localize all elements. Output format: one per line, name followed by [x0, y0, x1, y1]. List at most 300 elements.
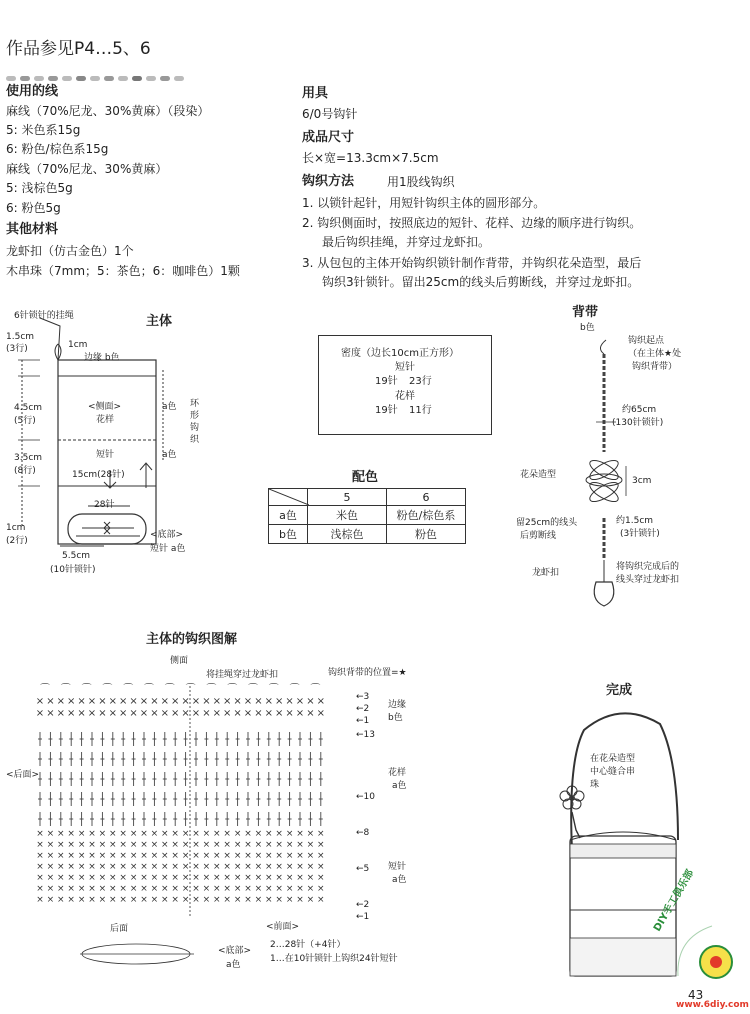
stitch-symbol: ×: [306, 829, 315, 839]
stitch-symbol: ×: [67, 895, 75, 905]
edge-label: 边缘 b色: [84, 353, 120, 363]
chart-strap-pos: 钩织背带的位置=★: [328, 668, 407, 678]
rows-label: (8行): [14, 466, 36, 476]
chain-length: (3针锁针): [620, 529, 660, 539]
stitch-symbol: ×: [191, 696, 201, 707]
stitch-symbol: ×: [109, 851, 117, 861]
stitch-symbol: ×: [109, 895, 117, 905]
stitch-symbol: ×: [108, 696, 117, 707]
stitch-symbol: ×: [57, 895, 65, 905]
stitch-symbol: ×: [181, 708, 190, 719]
stitch-symbol: ×: [233, 829, 242, 839]
stitch-symbol: ×: [285, 708, 294, 719]
stitch-symbol: ×: [140, 840, 148, 850]
stitch-symbol: ×: [202, 708, 211, 719]
stitch-symbol: ⌒: [81, 684, 92, 695]
stitch-symbol: ×: [150, 873, 159, 883]
size-value: 长×宽=13.3cm×7.5cm: [302, 151, 439, 165]
stitch-symbol: ×: [296, 851, 304, 861]
stitch-symbol: ×: [129, 840, 138, 850]
flower-label: 花朵造型: [520, 470, 557, 480]
method-step: 钩织3针锁针。留出25cm的线头后剪断线，并穿过龙虾扣。: [322, 275, 640, 289]
row-marker: ←3: [356, 692, 370, 702]
stitch-symbol: ×: [77, 708, 86, 719]
stitch-symbol: ×: [140, 895, 148, 905]
body-diagram-title: 主体: [146, 314, 173, 329]
length-label: 5.5cm: [62, 551, 91, 561]
bottom-sc-label: 短针 a色: [150, 544, 186, 554]
strap-length: 约65cm: [622, 405, 657, 415]
table-header: 5: [308, 489, 387, 506]
finished-note: 中心缝合串: [590, 767, 636, 777]
stitch-symbol: ×: [98, 851, 107, 861]
arrow-icon: [140, 463, 152, 488]
stitch-symbol: ×: [223, 895, 231, 905]
stitch-symbol: ×: [129, 708, 138, 719]
stitch-symbol: ⌒: [268, 684, 279, 695]
body-diagram: [0, 300, 270, 590]
method-step: 2. 钩织侧面时，按照底边的短针、花样、边缘的顺序进行钩织。: [302, 216, 642, 230]
stitch-symbol: ⌒: [227, 684, 238, 695]
stitch-symbol: ×: [317, 895, 325, 905]
thread-note: 线头穿过龙虾扣: [616, 575, 680, 585]
stitch-symbol: ×: [161, 829, 169, 839]
pattern-label: 花样: [96, 415, 115, 425]
stitch-symbol: ×: [306, 840, 315, 850]
stitch-symbol: ×: [306, 708, 315, 719]
stitch-symbol: ×: [77, 873, 86, 883]
stitch-symbol: ×: [233, 708, 242, 719]
stitch-symbol: ×: [171, 851, 179, 861]
stitch-symbol: ×: [191, 708, 201, 719]
stitch-symbol: ×: [306, 873, 315, 883]
stitch-symbol: ×: [181, 840, 190, 850]
stitch-symbol: ×: [109, 884, 117, 894]
stitch-symbol: ×: [36, 873, 44, 883]
stitch-symbol: ×: [233, 840, 242, 850]
stitch-symbol: ×: [212, 696, 221, 707]
stitch-symbol: ×: [181, 829, 190, 839]
stitch-symbol: ×: [254, 895, 263, 905]
stitch-symbol: ×: [265, 840, 273, 850]
stitch-symbol: ×: [171, 829, 179, 839]
strap-title: 背带: [572, 305, 599, 320]
materials-line: 龙虾扣（仿古金色）1个: [6, 244, 134, 258]
table-cell: 米色: [308, 506, 387, 525]
color-label: a色: [162, 450, 177, 460]
page-title: 作品参见P4…5、6: [6, 39, 151, 59]
stitch-symbol: ×: [243, 696, 253, 707]
chart-back-label: <后面>: [6, 770, 40, 780]
row-marker: ←5: [356, 864, 370, 874]
thread-note: 将钩织完成后的: [616, 562, 680, 572]
stitch-symbol: ×: [109, 829, 117, 839]
stitch-symbol: ×: [213, 873, 221, 883]
stitch-symbol: ×: [296, 840, 304, 850]
stitch-symbol: ×: [285, 840, 294, 850]
stitch-symbol: ×: [98, 873, 107, 883]
stitch-symbol: ×: [56, 708, 65, 719]
strap-length: (130针锁针): [612, 418, 664, 428]
chart-bottom-color: a色: [226, 960, 241, 970]
stitch-symbol: ×: [150, 884, 159, 894]
stitch-symbol: ×: [192, 862, 200, 872]
stitch-symbol: ×: [119, 862, 127, 872]
row-marker: ←1: [356, 716, 370, 726]
stitch-symbol: ×: [150, 829, 159, 839]
method-step: 最后钩织挂绳，并穿过龙虾扣。: [322, 235, 491, 249]
chart-back: 后面: [110, 924, 129, 934]
stitch-symbol: ×: [202, 873, 211, 883]
stitch-symbol: ×: [202, 862, 211, 872]
stitch-symbol: ×: [108, 708, 117, 719]
bag-edge: [570, 844, 676, 858]
gauge-sc: 短针: [395, 362, 415, 373]
watermark-site: www.6diy.com: [676, 1000, 749, 1010]
stitch-symbol: ×: [160, 696, 169, 707]
stitch-symbol: ×: [265, 862, 273, 872]
stitch-symbol: ×: [98, 884, 107, 894]
stitch-symbol: ×: [140, 851, 148, 861]
yarn-line: 麻线（70%尼龙、30%黄麻）: [6, 162, 168, 176]
stitch-symbol: ×: [296, 895, 304, 905]
stitch-symbol: ×: [296, 873, 304, 883]
chart-title: 主体的钩织图解: [146, 632, 238, 647]
stitch-symbol: ×: [161, 873, 169, 883]
stitch-symbol: ×: [88, 840, 96, 850]
flower-size: 3cm: [632, 476, 652, 486]
stitch-symbol: ×: [161, 895, 169, 905]
stitch-symbol: ×: [119, 884, 127, 894]
row-marker: ←2: [356, 900, 370, 910]
rows-label: (2行): [6, 536, 28, 546]
yarn-line: 6: 粉色/棕色系15g: [6, 142, 109, 156]
stitch-symbol: ×: [67, 829, 75, 839]
stitch-symbol: ×: [150, 895, 159, 905]
clasp-label: 龙虾扣: [532, 568, 560, 578]
stitch-symbol: ×: [265, 851, 273, 861]
stitch-symbol: ×: [119, 873, 127, 883]
color-table-title: 配色: [352, 470, 379, 485]
stitch-symbol: ×: [150, 840, 159, 850]
stitch-symbol: ×: [46, 851, 55, 861]
stitch-symbol: ×: [213, 884, 221, 894]
stitch-symbol: ×: [254, 851, 263, 861]
stitch-symbol: ×: [317, 851, 325, 861]
stitch-symbol: ×: [223, 851, 231, 861]
stitch-symbol: ×: [233, 862, 242, 872]
stitch-symbol: ×: [202, 840, 211, 850]
strap-color: b色: [580, 323, 595, 333]
stitch-symbol: ×: [265, 873, 273, 883]
stitch-symbol: ×: [181, 873, 190, 883]
stitch-symbol: ×: [275, 840, 283, 850]
stitch-symbol: ×: [57, 884, 65, 894]
stitch-symbol: ×: [56, 696, 65, 707]
stitch-symbol: ×: [57, 851, 65, 861]
stitch-symbol: ×: [202, 829, 211, 839]
stitch-symbol: ×: [171, 884, 179, 894]
method-sub: 用1股线钩织: [387, 175, 455, 189]
bottom-oval: [68, 514, 146, 544]
stitch-symbol: ×: [317, 862, 325, 872]
stitch-symbol: ×: [306, 895, 315, 905]
stitch-symbol: ×: [161, 851, 169, 861]
stitch-symbol: ×: [223, 873, 231, 883]
stitch-symbol: ×: [213, 829, 221, 839]
title-underline-dashes: [6, 66, 211, 72]
clasp-icon: [594, 582, 614, 606]
stitch-symbol: ×: [36, 829, 44, 839]
stitch-symbol: ×: [295, 696, 305, 707]
stitch-symbol: ×: [223, 696, 232, 707]
ring-label: 环形钩织: [190, 399, 200, 445]
stitch-symbol: ×: [171, 840, 179, 850]
stitch-symbol: ×: [129, 895, 138, 905]
stitch-symbol: ×: [181, 696, 190, 707]
stitch-symbol: ×: [67, 840, 75, 850]
stitch-symbol: ×: [275, 873, 283, 883]
stitch-symbol: ×: [223, 840, 231, 850]
stitch-symbol: ×: [88, 884, 96, 894]
stitch-symbol: ×: [98, 708, 107, 719]
stitch-symbol: ×: [306, 862, 315, 872]
stitch-symbol: ×: [88, 862, 96, 872]
chart-front: <前面>: [266, 922, 300, 932]
stitch-symbol: ×: [88, 851, 96, 861]
stitch-symbol: ×: [202, 696, 211, 707]
yarn-heading: 使用的线: [6, 84, 59, 99]
stitch-symbol: ×: [98, 862, 107, 872]
stitch-symbol: ×: [119, 696, 128, 707]
size-heading: 成品尺寸: [302, 130, 355, 145]
stitch-symbol: ×: [87, 696, 97, 707]
materials-heading: 其他材料: [6, 222, 59, 237]
loop-label: 6针锁针的挂绳: [14, 311, 74, 321]
stitch-symbol: ×: [77, 851, 86, 861]
table-cell: 粉色: [387, 525, 466, 544]
stitch-symbol: ×: [46, 840, 55, 850]
stitch-symbol: ×: [129, 851, 138, 861]
stitch-symbol: ×: [46, 696, 55, 707]
stitch-symbol: ⌒: [289, 684, 300, 695]
stitch-symbol: ×: [67, 873, 75, 883]
stitch-symbol: ×: [212, 708, 221, 719]
stitch-symbol: ×: [275, 696, 284, 707]
gauge-pattern: 花样: [395, 391, 415, 402]
stitch-symbol: ×: [254, 840, 263, 850]
gauge-box: [318, 335, 492, 435]
stitch-symbol: ×: [77, 884, 86, 894]
stitch-symbol: ×: [254, 873, 263, 883]
stitch-symbol: ×: [213, 851, 221, 861]
yarn-line: 麻线（70%尼龙、30%黄麻）（段染）: [6, 104, 210, 118]
stitch-symbol: ×: [119, 829, 127, 839]
materials-line: 木串珠（7mm；5：茶色；6：咖啡色）1颗: [6, 264, 240, 278]
stitch-symbol: ×: [140, 884, 148, 894]
stitch-symbol: ×: [254, 829, 263, 839]
stitch-symbol: ×: [150, 708, 159, 719]
stitch-symbol: ⌒: [102, 684, 113, 695]
table-row: [269, 525, 466, 544]
method-heading: 钩织方法: [302, 174, 355, 189]
tools-heading: 用具: [302, 86, 329, 101]
watermark-logo: [672, 918, 742, 988]
stitch-symbol: ×: [36, 895, 44, 905]
stitch-symbol: ×: [181, 884, 190, 894]
stitch-symbol: ×: [67, 851, 75, 861]
stitch-symbol: ×: [46, 873, 55, 883]
chart-sc: 短针: [388, 862, 407, 872]
stitch-symbol: ×: [317, 829, 325, 839]
stitch-symbol: ×: [36, 851, 44, 861]
stitch-symbol: ×: [171, 862, 179, 872]
stitch-symbol: ×: [139, 696, 149, 707]
chart-pattern: 花样: [388, 768, 407, 778]
stitch-symbol: ×: [181, 895, 190, 905]
stitch-symbol: ×: [129, 829, 138, 839]
stitch-symbol: ×: [98, 829, 107, 839]
stitch-symbol: ⌒: [123, 684, 134, 695]
stitch-symbol: ×: [98, 840, 107, 850]
chart-note: 1…在10针锁针上钩织24针短针: [270, 954, 398, 964]
stitch-symbol: ×: [119, 851, 127, 861]
stitch-symbol: ×: [296, 862, 304, 872]
stitch-symbol: ×: [139, 708, 149, 719]
gauge-title: 密度（边长10cm正方形）: [341, 348, 459, 359]
stitch-symbol: ×: [129, 884, 138, 894]
stitch-symbol: ×: [244, 851, 252, 861]
chart-note: 2…28针（+4针）: [270, 940, 346, 950]
gauge-pattern-st: 19针: [375, 405, 398, 416]
stitch-symbol: ×: [202, 895, 211, 905]
table-cell: a色: [269, 506, 308, 525]
stitch-symbol: ×: [161, 884, 169, 894]
chart-acolor: a色: [392, 781, 407, 791]
rows-label: (3行): [6, 344, 28, 354]
stitch-symbol: ×: [192, 895, 200, 905]
table-row: [269, 506, 466, 525]
stitch-symbol: ×: [285, 873, 294, 883]
sc-label: 短针: [96, 450, 115, 460]
stitch-symbol: ×: [57, 862, 65, 872]
stitch-symbol: ×: [264, 708, 273, 719]
chart-acolor: a色: [392, 875, 407, 885]
stitch-symbol: ×: [129, 862, 138, 872]
table-cell: b色: [269, 525, 308, 544]
stitch-symbol: ×: [296, 829, 304, 839]
gauge-sc-rows: 23行: [409, 376, 432, 387]
stitch-symbol: ×: [129, 696, 138, 707]
stitch-symbol: ×: [285, 884, 294, 894]
height-label: 1cm: [6, 523, 26, 533]
stitch-symbol: ×: [275, 829, 283, 839]
yarn-line: 6: 粉色5g: [6, 201, 61, 215]
stitch-symbol: ×: [77, 862, 86, 872]
stitch-symbol: ×: [254, 696, 263, 707]
height-label: 4.5cm: [14, 403, 43, 413]
stitch-symbol: ×: [244, 829, 252, 839]
chart-loop-note: 将挂绳穿过龙虾扣: [206, 670, 279, 680]
stitch-symbol: ×: [77, 840, 86, 850]
finished-note: 珠: [590, 780, 600, 790]
row-marker: ←2: [356, 704, 370, 714]
row-marker: ←8: [356, 828, 370, 838]
table-cell: 浅棕色: [308, 525, 387, 544]
stitch-symbol: ×: [129, 873, 138, 883]
stitch-symbol: ×: [171, 708, 180, 719]
stitch-symbol: ×: [67, 884, 75, 894]
stitch-symbol: ×: [244, 873, 252, 883]
watermark-text: DIY手工俱乐部: [652, 868, 697, 934]
stitch-symbol: ×: [57, 873, 65, 883]
stitch-symbol: ×: [233, 884, 242, 894]
stitch-symbol: ×: [285, 862, 294, 872]
gauge-sc-st: 19针: [375, 376, 398, 387]
stitch-symbol: ×: [244, 884, 252, 894]
stitch-symbol: ×: [77, 696, 86, 707]
stitch-symbol: ×: [306, 696, 315, 707]
stitch-symbol: ×: [87, 708, 97, 719]
stitch-symbol: ×: [77, 895, 86, 905]
table-cell: 粉色/棕色系: [387, 506, 466, 525]
cm-label: 1cm: [68, 340, 88, 350]
stitch-symbol: ×: [36, 884, 44, 894]
stitch-symbol: ×: [254, 862, 263, 872]
finished-note: 在花朵造型: [590, 754, 636, 764]
stitch-symbol: ×: [171, 895, 179, 905]
height-label: 3.5cm: [14, 453, 43, 463]
stitch-symbol: ×: [77, 829, 86, 839]
stitch-symbol: ×: [306, 884, 315, 894]
side-label: <侧面>: [88, 402, 122, 412]
row-marker: ←1: [356, 912, 370, 922]
stitch-symbol: ×: [223, 884, 231, 894]
rows-label: (5行): [14, 416, 36, 426]
chain-label: (10针锁针): [50, 565, 96, 575]
stitch-symbol: ×: [150, 851, 159, 861]
stitch-symbol: ×: [265, 884, 273, 894]
stitch-symbol: ×: [140, 829, 148, 839]
method-step: 3. 从包包的主体开始钩织锁针制作背带，并钩织花朵造型，最后: [302, 256, 642, 270]
stitch-symbol: ×: [213, 862, 221, 872]
crochet-chart: [30, 680, 350, 920]
color-label: a色: [162, 402, 177, 412]
yarn-line: 5: 浅棕色5g: [6, 181, 73, 195]
table-row: [269, 489, 466, 506]
bottom-label: <底部>: [150, 530, 184, 540]
stitch-symbol: ×: [181, 851, 190, 861]
stitch-symbol: ×: [306, 851, 315, 861]
chart-side: 侧面: [170, 656, 189, 666]
stitch-symbol: ×: [317, 873, 325, 883]
stitch-symbol: ×: [192, 884, 200, 894]
row-marker: ←13: [356, 730, 375, 740]
stitch-symbol: ×: [233, 895, 242, 905]
stitch-symbol: ×: [88, 895, 96, 905]
stitch-symbol: ×: [316, 708, 325, 719]
stitch-symbol: ×: [254, 884, 263, 894]
strap-start: 钩织起点: [628, 336, 665, 346]
stitch-symbol: ×: [254, 708, 263, 719]
stitch-symbol: ⌒: [206, 684, 217, 695]
yarn-line: 5: 米色系15g: [6, 123, 81, 137]
stitch-symbol: ⌒: [248, 684, 258, 695]
stitch-symbol: ×: [46, 895, 55, 905]
stitch-symbol: ×: [192, 829, 200, 839]
tools-value: 6/0号钩针: [302, 107, 358, 121]
stitch-symbol: ×: [285, 895, 294, 905]
